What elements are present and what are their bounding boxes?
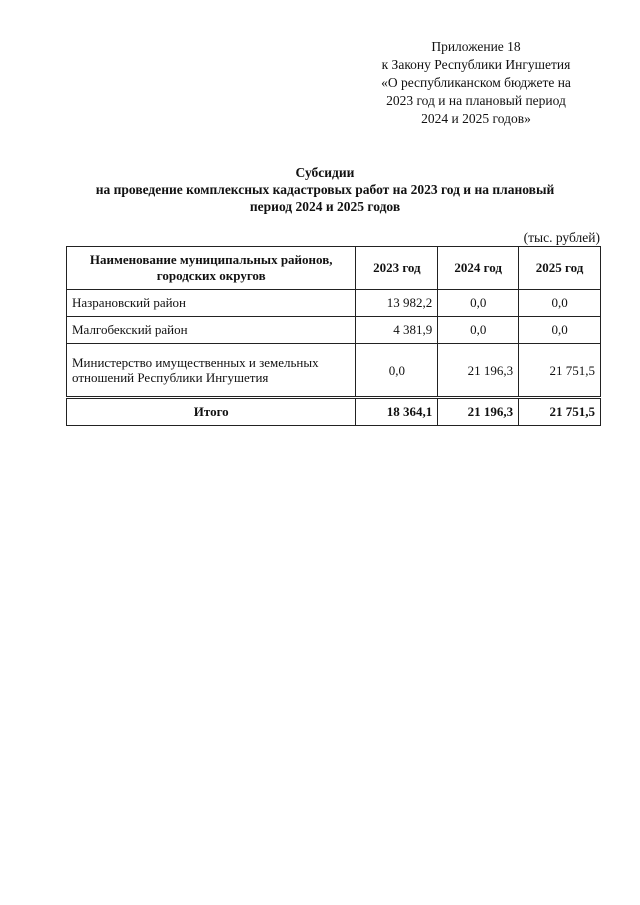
row-value-2023: 4 381,9 xyxy=(356,317,438,344)
row-name: Малгобекский район xyxy=(67,317,356,344)
row-value-2024: 0,0 xyxy=(438,290,519,317)
annex-header xyxy=(356,38,596,128)
title-line-2: на проведение комплексных кадастровых работ на 2023 год и на плановый xyxy=(95,182,555,197)
annex-law-title-line3: 2024 и 2025 годов» xyxy=(421,111,531,126)
header-2023: 2023 год xyxy=(356,247,438,290)
table-header-row xyxy=(67,247,601,290)
header-2025: 2025 год xyxy=(519,247,601,290)
header-name: Наименование муниципальных районов, городских округов xyxy=(67,247,356,290)
title-line-3: период 2024 и 2025 годов xyxy=(249,199,401,214)
total-value-2025: 21 751,5 xyxy=(519,398,601,426)
row-value-2023: 13 982,2 xyxy=(356,290,438,317)
row-value-2024: 0,0 xyxy=(438,317,519,344)
subsidies-table xyxy=(66,246,601,426)
table-row xyxy=(67,344,601,398)
header-2024: 2024 год xyxy=(438,247,519,290)
row-name: Министерство имущественных и земельных отношений Республики Ингушетия xyxy=(67,344,356,398)
row-value-2025: 21 751,5 xyxy=(519,344,601,398)
annex-number: Приложение 18 xyxy=(431,39,521,54)
table-row xyxy=(67,290,601,317)
title-line-1: Субсидии xyxy=(295,165,355,180)
annex-law-line: к Закону Республики Ингушетия xyxy=(381,57,571,72)
document-title xyxy=(40,164,610,215)
table-row xyxy=(67,317,601,344)
units-label: (тыс. рублей) xyxy=(523,230,600,245)
row-name: Назрановский район xyxy=(67,290,356,317)
annex-law-title-line2: 2023 год и на плановый период xyxy=(386,93,566,108)
total-value-2024: 21 196,3 xyxy=(438,398,519,426)
total-value-2023: 18 364,1 xyxy=(356,398,438,426)
total-label: Итого xyxy=(67,398,356,426)
annex-law-title-line1: «О республиканском бюджете на xyxy=(381,75,571,90)
row-value-2025: 0,0 xyxy=(519,317,601,344)
row-value-2024: 21 196,3 xyxy=(438,344,519,398)
table-total-row xyxy=(67,398,601,426)
row-value-2023: 0,0 xyxy=(356,344,438,398)
row-value-2025: 0,0 xyxy=(519,290,601,317)
